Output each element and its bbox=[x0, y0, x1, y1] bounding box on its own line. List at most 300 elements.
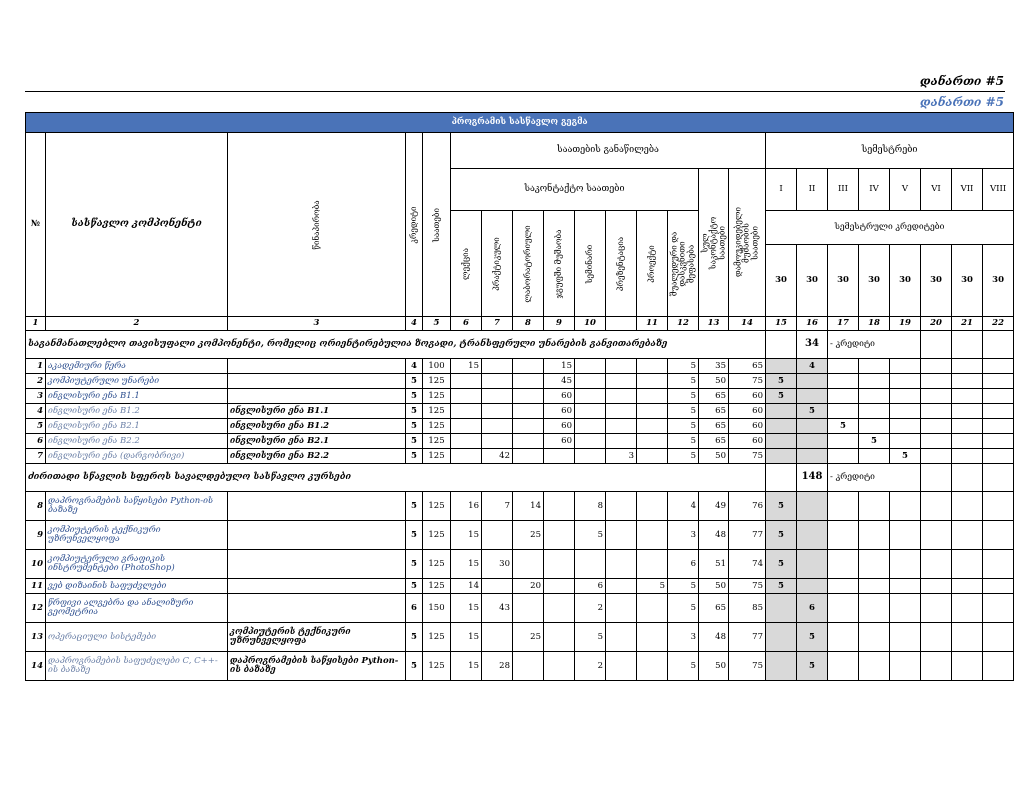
contact-hours-value bbox=[544, 521, 575, 550]
credits-value: 5 bbox=[406, 404, 423, 419]
column-number: 4 bbox=[406, 317, 423, 331]
contact-hours-value: 5 bbox=[637, 579, 668, 594]
header-hours: საათები bbox=[423, 133, 451, 317]
prerequisite: ინგლისური ენა B1.1 bbox=[228, 404, 406, 419]
section-spacer bbox=[766, 464, 797, 492]
contact-hours-value: 30 bbox=[482, 550, 513, 579]
independent-value: 75 bbox=[729, 579, 766, 594]
assessment-value: 6 bbox=[668, 550, 699, 579]
contact-hours-value bbox=[606, 550, 637, 579]
semester-credit-value bbox=[921, 359, 952, 374]
contact-hours-value bbox=[544, 623, 575, 652]
contact-hours-value bbox=[606, 404, 637, 419]
independent-value: 60 bbox=[729, 389, 766, 404]
semester-credit-value bbox=[828, 652, 859, 681]
column-number: 13 bbox=[699, 317, 729, 331]
table-row bbox=[26, 389, 1014, 404]
semester-credit-value bbox=[828, 623, 859, 652]
table-row bbox=[26, 594, 1014, 623]
semester-credit-value bbox=[921, 404, 952, 419]
column-number: 16 bbox=[797, 317, 828, 331]
contact-hours-value bbox=[637, 419, 668, 434]
semester-1: I bbox=[766, 169, 797, 211]
header-credits: კრედიტი bbox=[406, 133, 423, 317]
header-presentation: პრეზენტაცია bbox=[606, 211, 637, 317]
table-row bbox=[26, 550, 1014, 579]
semester-credit-value bbox=[952, 550, 983, 579]
section-credits: 148 bbox=[797, 464, 828, 492]
header-seminar: სემინარი bbox=[575, 211, 606, 317]
semester-credit: 30 bbox=[890, 245, 921, 317]
semester-credit-value bbox=[859, 652, 890, 681]
header-project: პროექტი bbox=[637, 211, 668, 317]
column-number: 11 bbox=[637, 317, 668, 331]
semester-credit-value: 5 bbox=[766, 389, 797, 404]
semester-credit-value bbox=[766, 594, 797, 623]
semester-7: VII bbox=[952, 169, 983, 211]
semester-credit-value bbox=[828, 374, 859, 389]
semester-credit-value bbox=[983, 492, 1014, 521]
semester-credit-value bbox=[828, 492, 859, 521]
hours-value: 125 bbox=[423, 521, 451, 550]
semester-credit-value bbox=[921, 579, 952, 594]
contact-hours-value bbox=[606, 359, 637, 374]
row-number: 9 bbox=[26, 521, 46, 550]
semester-credit-value: 6 bbox=[797, 594, 828, 623]
semester-credit-value bbox=[952, 434, 983, 449]
contact-hours-value: 20 bbox=[513, 579, 544, 594]
semester-credit-value: 5 bbox=[890, 449, 921, 464]
header-independent: დამოუკიდებელი მუშაობის საათები bbox=[729, 169, 766, 317]
credits-value: 5 bbox=[406, 449, 423, 464]
component-name: ინგლისური ენა B2.1 bbox=[46, 419, 228, 434]
contact-hours-value bbox=[637, 594, 668, 623]
contact-hours-value bbox=[575, 374, 606, 389]
credits-value: 5 bbox=[406, 389, 423, 404]
credits-value: 5 bbox=[406, 374, 423, 389]
semester-credit-value bbox=[952, 419, 983, 434]
semester-credit-value bbox=[859, 492, 890, 521]
row-number: 8 bbox=[26, 492, 46, 521]
contact-hours-value bbox=[575, 419, 606, 434]
contact-hours-value bbox=[575, 359, 606, 374]
contact-hours-value bbox=[606, 652, 637, 681]
contact-hours-value bbox=[482, 389, 513, 404]
prerequisite bbox=[228, 579, 406, 594]
semester-credit-value bbox=[983, 623, 1014, 652]
contact-hours-value bbox=[451, 389, 482, 404]
credits-value: 5 bbox=[406, 434, 423, 449]
contact-hours-value: 43 bbox=[482, 594, 513, 623]
hours-value: 125 bbox=[423, 374, 451, 389]
semester-credit-value: 5 bbox=[797, 623, 828, 652]
credits-value: 5 bbox=[406, 419, 423, 434]
contact-hours-value: 25 bbox=[513, 623, 544, 652]
component-name: კომპიუტერული გრაფიკის ინსტრუმენტები (PhotoShop) bbox=[46, 550, 228, 579]
contact-hours-value bbox=[513, 449, 544, 464]
semester-credit-value bbox=[797, 550, 828, 579]
total-contact-value: 50 bbox=[699, 374, 729, 389]
semester-credit: 30 bbox=[797, 245, 828, 317]
independent-value: 85 bbox=[729, 594, 766, 623]
contact-hours-value: 5 bbox=[575, 521, 606, 550]
contact-hours-value bbox=[482, 623, 513, 652]
total-contact-value: 65 bbox=[699, 419, 729, 434]
contact-hours-value bbox=[637, 389, 668, 404]
contact-hours-value bbox=[544, 652, 575, 681]
contact-hours-value bbox=[513, 594, 544, 623]
contact-hours-value bbox=[513, 652, 544, 681]
header-semester-credits: სემესტრული კრედიტები bbox=[766, 211, 1014, 245]
independent-value: 60 bbox=[729, 434, 766, 449]
table-row bbox=[26, 652, 1014, 681]
semester-credit-value bbox=[983, 449, 1014, 464]
total-contact-value: 49 bbox=[699, 492, 729, 521]
semester-credit-value bbox=[952, 359, 983, 374]
contact-hours-value: 5 bbox=[575, 623, 606, 652]
row-number: 13 bbox=[26, 623, 46, 652]
contact-hours-value bbox=[513, 374, 544, 389]
row-number: 5 bbox=[26, 419, 46, 434]
semester-credit-value bbox=[890, 434, 921, 449]
semester-credit-value bbox=[983, 594, 1014, 623]
contact-hours-value: 6 bbox=[575, 579, 606, 594]
semester-credit-value bbox=[921, 492, 952, 521]
assessment-value: 5 bbox=[668, 389, 699, 404]
contact-hours-value: 3 bbox=[606, 449, 637, 464]
semester-credit-value bbox=[828, 389, 859, 404]
semester-credit-value bbox=[766, 623, 797, 652]
semester-2: II bbox=[797, 169, 828, 211]
contact-hours-value: 2 bbox=[575, 594, 606, 623]
table-row bbox=[26, 521, 1014, 550]
component-name: ინგლისური ენა (დარგობრივი) bbox=[46, 449, 228, 464]
prerequisite bbox=[228, 594, 406, 623]
semester-credit-value bbox=[859, 594, 890, 623]
semester-credit-value bbox=[797, 374, 828, 389]
contact-hours-value bbox=[482, 359, 513, 374]
contact-hours-value bbox=[544, 594, 575, 623]
component-name: ინგლისური ენა B1.1 bbox=[46, 389, 228, 404]
prerequisite: კომპიუტერის ტექნიკური უზრუნველყოფა bbox=[228, 623, 406, 652]
total-contact-value: 65 bbox=[699, 594, 729, 623]
total-contact-value: 50 bbox=[699, 579, 729, 594]
header-hours-distribution: საათების განაწილება bbox=[451, 133, 766, 169]
assessment-value: 5 bbox=[668, 449, 699, 464]
semester-credit-value bbox=[983, 389, 1014, 404]
semester-credit-value bbox=[983, 434, 1014, 449]
hours-value: 125 bbox=[423, 404, 451, 419]
semester-credit-value bbox=[766, 359, 797, 374]
total-contact-value: 48 bbox=[699, 521, 729, 550]
semester-credit-value bbox=[828, 521, 859, 550]
section-row bbox=[26, 331, 1014, 359]
semester-credit-value bbox=[766, 419, 797, 434]
contact-hours-value: 8 bbox=[575, 492, 606, 521]
semester-credit-value bbox=[859, 550, 890, 579]
contact-hours-value bbox=[637, 623, 668, 652]
semester-credit-value bbox=[859, 404, 890, 419]
contact-hours-value bbox=[544, 550, 575, 579]
assessment-value: 3 bbox=[668, 521, 699, 550]
section-title: ძირითადი სწავლის სფეროს სავალდებულო სასწავლო კურსები bbox=[26, 464, 766, 492]
row-number: 10 bbox=[26, 550, 46, 579]
column-number: 15 bbox=[766, 317, 797, 331]
table-row bbox=[26, 359, 1014, 374]
table-row bbox=[26, 492, 1014, 521]
column-number: 18 bbox=[859, 317, 890, 331]
semester-credit-value bbox=[890, 521, 921, 550]
semester-credit: 30 bbox=[921, 245, 952, 317]
contact-hours-value bbox=[575, 404, 606, 419]
semester-credit-value bbox=[890, 579, 921, 594]
semester-credit: 30 bbox=[766, 245, 797, 317]
contact-hours-value bbox=[575, 449, 606, 464]
contact-hours-value bbox=[482, 404, 513, 419]
semester-4: IV bbox=[859, 169, 890, 211]
contact-hours-value bbox=[482, 579, 513, 594]
column-number: 3 bbox=[228, 317, 406, 331]
hours-value: 125 bbox=[423, 579, 451, 594]
semester-credit: 30 bbox=[828, 245, 859, 317]
total-contact-value: 65 bbox=[699, 389, 729, 404]
table-row bbox=[26, 434, 1014, 449]
annex-label: დანართი #5 bbox=[919, 74, 1004, 88]
section-row bbox=[26, 464, 1014, 492]
hours-value: 125 bbox=[423, 434, 451, 449]
table-title: პროგრამის სასწავლო გეგმა bbox=[26, 113, 1014, 133]
contact-hours-value bbox=[482, 419, 513, 434]
row-number: 12 bbox=[26, 594, 46, 623]
prerequisite: ინგლისური ენა B2.1 bbox=[228, 434, 406, 449]
assessment-value: 5 bbox=[668, 359, 699, 374]
contact-hours-value: 14 bbox=[451, 579, 482, 594]
prerequisite bbox=[228, 389, 406, 404]
semester-credit-value bbox=[921, 521, 952, 550]
credits-value: 5 bbox=[406, 623, 423, 652]
semester-credit: 30 bbox=[983, 245, 1014, 317]
contact-hours-value bbox=[513, 359, 544, 374]
section-credits: 34 bbox=[797, 331, 828, 359]
semester-credit-value bbox=[797, 492, 828, 521]
semester-credit-value bbox=[890, 492, 921, 521]
contact-hours-value bbox=[451, 374, 482, 389]
assessment-value: 5 bbox=[668, 404, 699, 419]
total-contact-value: 50 bbox=[699, 449, 729, 464]
semester-credit-value bbox=[828, 449, 859, 464]
semester-credit-value bbox=[921, 389, 952, 404]
semester-credit-value: 5 bbox=[766, 374, 797, 389]
contact-hours-value bbox=[575, 550, 606, 579]
contact-hours-value: 15 bbox=[544, 359, 575, 374]
row-number: 11 bbox=[26, 579, 46, 594]
contact-hours-value bbox=[482, 374, 513, 389]
assessment-value: 5 bbox=[668, 419, 699, 434]
contact-hours-value bbox=[637, 404, 668, 419]
independent-value: 75 bbox=[729, 652, 766, 681]
assessment-value: 5 bbox=[668, 579, 699, 594]
component-name: აკადემიური წერა bbox=[46, 359, 228, 374]
contact-hours-value: 45 bbox=[544, 374, 575, 389]
semester-credit-value bbox=[859, 359, 890, 374]
hours-value: 125 bbox=[423, 419, 451, 434]
credits-value: 5 bbox=[406, 550, 423, 579]
column-number: 12 bbox=[668, 317, 699, 331]
semester-credit-value bbox=[890, 359, 921, 374]
column-number bbox=[606, 317, 637, 331]
semester-credit-value bbox=[828, 434, 859, 449]
contact-hours-value bbox=[637, 434, 668, 449]
contact-hours-value: 25 bbox=[513, 521, 544, 550]
credits-value: 5 bbox=[406, 521, 423, 550]
prerequisite bbox=[228, 374, 406, 389]
header-laboratory: ლაბორატორიული bbox=[513, 211, 544, 317]
hours-value: 150 bbox=[423, 594, 451, 623]
column-number: 1 bbox=[26, 317, 46, 331]
column-number: 9 bbox=[544, 317, 575, 331]
prerequisite bbox=[228, 521, 406, 550]
component-name: ოპერაციული სისტემები bbox=[46, 623, 228, 652]
contact-hours-value: 15 bbox=[451, 623, 482, 652]
section-spacer bbox=[921, 464, 952, 492]
header-total-contact: სულ საკონტაქტო საათები bbox=[699, 169, 729, 317]
column-number: 21 bbox=[952, 317, 983, 331]
semester-credit-value bbox=[859, 623, 890, 652]
semester-credit-value bbox=[797, 419, 828, 434]
credits-value: 5 bbox=[406, 579, 423, 594]
assessment-value: 5 bbox=[668, 594, 699, 623]
semester-credit-value bbox=[921, 652, 952, 681]
contact-hours-value: 15 bbox=[451, 521, 482, 550]
independent-value: 77 bbox=[729, 521, 766, 550]
contact-hours-value bbox=[606, 374, 637, 389]
independent-value: 65 bbox=[729, 359, 766, 374]
row-number: 14 bbox=[26, 652, 46, 681]
header-number: № bbox=[26, 133, 46, 317]
contact-hours-value bbox=[606, 623, 637, 652]
section-spacer bbox=[921, 331, 952, 359]
semester-credit-value bbox=[890, 389, 921, 404]
total-contact-value: 50 bbox=[699, 652, 729, 681]
assessment-value: 4 bbox=[668, 492, 699, 521]
section-spacer bbox=[952, 331, 983, 359]
header-assessment: შუალედური და დასკვნითი შეფასება bbox=[668, 211, 699, 317]
column-number: 2 bbox=[46, 317, 228, 331]
prerequisite bbox=[228, 359, 406, 374]
section-title: საგანმანათლებლო თავისუფალი კომპონენტი, რომელიც ორიენტირებულია ზოგადი, ტრანსფერული უნარების განვითარებაზე bbox=[26, 331, 766, 359]
column-number: 19 bbox=[890, 317, 921, 331]
assessment-value: 5 bbox=[668, 374, 699, 389]
contact-hours-value: 15 bbox=[451, 359, 482, 374]
semester-credit-value bbox=[859, 449, 890, 464]
semester-credit-value: 5 bbox=[766, 521, 797, 550]
independent-value: 60 bbox=[729, 419, 766, 434]
hours-value: 125 bbox=[423, 449, 451, 464]
hours-value: 125 bbox=[423, 550, 451, 579]
row-number: 1 bbox=[26, 359, 46, 374]
table-row bbox=[26, 623, 1014, 652]
component-name: კომპიუტერის ტექნიკური უზრუნველყოფა bbox=[46, 521, 228, 550]
contact-hours-value bbox=[482, 521, 513, 550]
semester-credit-value bbox=[859, 521, 890, 550]
credits-value: 5 bbox=[406, 652, 423, 681]
component-name: ინგლისური ენა B2.2 bbox=[46, 434, 228, 449]
semester-credit-value bbox=[828, 550, 859, 579]
semester-credit-value bbox=[828, 404, 859, 419]
contact-hours-value bbox=[606, 389, 637, 404]
contact-hours-value bbox=[606, 521, 637, 550]
semester-credit-value bbox=[952, 389, 983, 404]
independent-value: 75 bbox=[729, 374, 766, 389]
independent-value: 75 bbox=[729, 449, 766, 464]
semester-credit-value bbox=[952, 623, 983, 652]
semester-credit-value bbox=[921, 419, 952, 434]
semester-credit-value bbox=[797, 449, 828, 464]
contact-hours-value: 60 bbox=[544, 389, 575, 404]
contact-hours-value bbox=[606, 579, 637, 594]
semester-credit-value bbox=[952, 652, 983, 681]
table-row bbox=[26, 404, 1014, 419]
semester-credit-value bbox=[952, 579, 983, 594]
semester-credit-value bbox=[921, 374, 952, 389]
contact-hours-value bbox=[606, 594, 637, 623]
semester-credit-value bbox=[983, 374, 1014, 389]
semester-credit-value bbox=[952, 404, 983, 419]
contact-hours-value bbox=[513, 434, 544, 449]
hours-value: 100 bbox=[423, 359, 451, 374]
contact-hours-value bbox=[513, 404, 544, 419]
semester-credit-value bbox=[890, 550, 921, 579]
contact-hours-value bbox=[575, 434, 606, 449]
semester-credit-value bbox=[952, 594, 983, 623]
prerequisite: ინგლისური ენა B2.2 bbox=[228, 449, 406, 464]
semester-credit-value bbox=[859, 579, 890, 594]
assessment-value: 5 bbox=[668, 434, 699, 449]
section-spacer bbox=[983, 331, 1014, 359]
semester-credit-value bbox=[983, 652, 1014, 681]
contact-hours-value: 15 bbox=[451, 594, 482, 623]
semester-credit-value bbox=[921, 594, 952, 623]
semester-credit-value: 5 bbox=[766, 492, 797, 521]
semester-credit-value bbox=[890, 374, 921, 389]
semester-8: VIII bbox=[983, 169, 1014, 211]
semester-credit-value bbox=[859, 389, 890, 404]
semester-credit-value bbox=[983, 359, 1014, 374]
table-row bbox=[26, 579, 1014, 594]
table-row bbox=[26, 419, 1014, 434]
semester-6: VI bbox=[921, 169, 952, 211]
contact-hours-value bbox=[451, 404, 482, 419]
header-semesters: სემესტრები bbox=[766, 133, 1014, 169]
component-name: კომპიუტერული უნარები bbox=[46, 374, 228, 389]
semester-credit: 30 bbox=[952, 245, 983, 317]
contact-hours-value bbox=[513, 550, 544, 579]
contact-hours-value: 60 bbox=[544, 434, 575, 449]
hours-value: 125 bbox=[423, 492, 451, 521]
semester-credit-value: 5 bbox=[766, 550, 797, 579]
total-contact-value: 48 bbox=[699, 623, 729, 652]
component-name: ვებ დიზაინის საფუძვლები bbox=[46, 579, 228, 594]
assessment-value: 5 bbox=[668, 652, 699, 681]
independent-value: 60 bbox=[729, 404, 766, 419]
semester-credit-value bbox=[828, 594, 859, 623]
semester-credit-value bbox=[952, 374, 983, 389]
semester-credit-value bbox=[983, 550, 1014, 579]
semester-credit-value bbox=[797, 434, 828, 449]
semester-credit-value bbox=[952, 492, 983, 521]
component-name: დაპროგრამების საფუძვლები C, C++-ის ბაზაზე bbox=[46, 652, 228, 681]
column-number: 22 bbox=[983, 317, 1014, 331]
